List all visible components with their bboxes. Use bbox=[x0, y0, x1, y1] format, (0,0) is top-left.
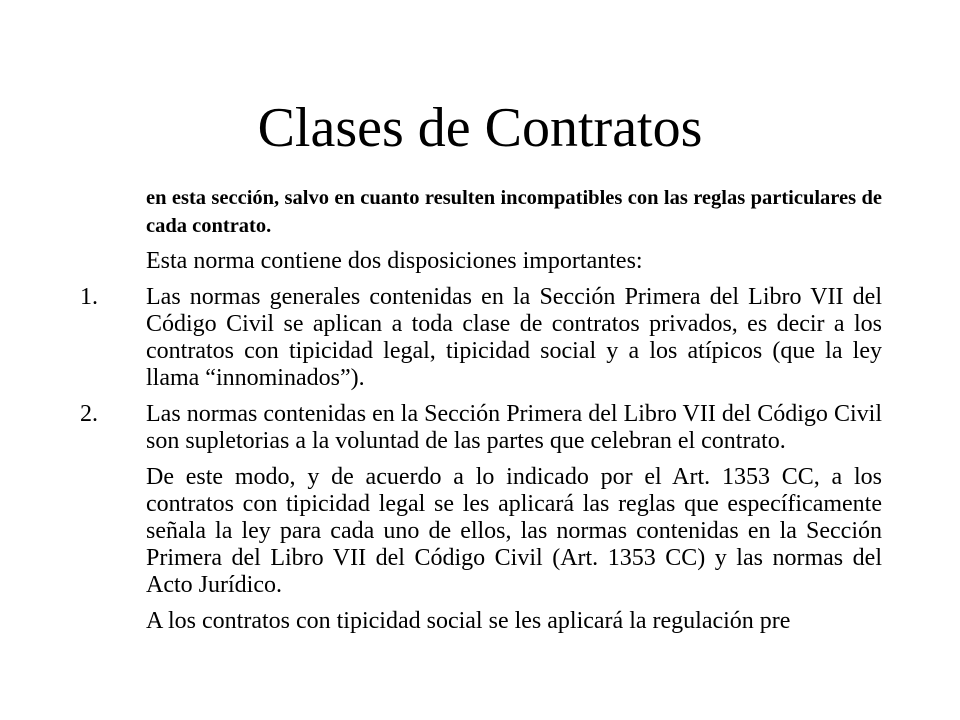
slide-title: Clases de Contratos bbox=[257, 97, 703, 159]
list-item-text: Las normas contenidas en la Sección Primera del Libro VII del Código Civil son supletorias a la voluntad de las partes que celebran el contrato. bbox=[146, 401, 882, 454]
list-item-number: 1. bbox=[80, 284, 98, 310]
list-item bbox=[80, 401, 882, 455]
slide-body bbox=[80, 184, 882, 644]
list-item-text: Las normas generales contenidas en la Sección Primera del Libro VII del Código Civil se aplican a toda clase de contratos privados, es decir a los contratos con tipicidad legal, tipicidad social y a los atípicos (que la ley llama “innominados”). bbox=[146, 284, 882, 391]
intro-bold-paragraph: en esta sección, salvo en cuanto resulten incompatibles con las reglas particulares de cada contrato. bbox=[146, 187, 882, 237]
list-item-number: 2. bbox=[80, 401, 98, 427]
lead-paragraph: Esta norma contiene dos disposiciones importantes: bbox=[146, 248, 643, 274]
social-paragraph: A los contratos con tipicidad social se les aplicará la regulación pre bbox=[146, 608, 791, 634]
mode-paragraph: De este modo, y de acuerdo a lo indicado por el Art. 1353 CC, a los contratos con tipicidad legal se les aplicará las reglas que específicamente señala la ley para cada uno de ellos, las normas contenidas en la Sección Primera del Libro VII del Código Civil (Art. 1353 CC) y las normas del Acto Jurídico. bbox=[146, 464, 882, 598]
list-item bbox=[80, 284, 882, 392]
